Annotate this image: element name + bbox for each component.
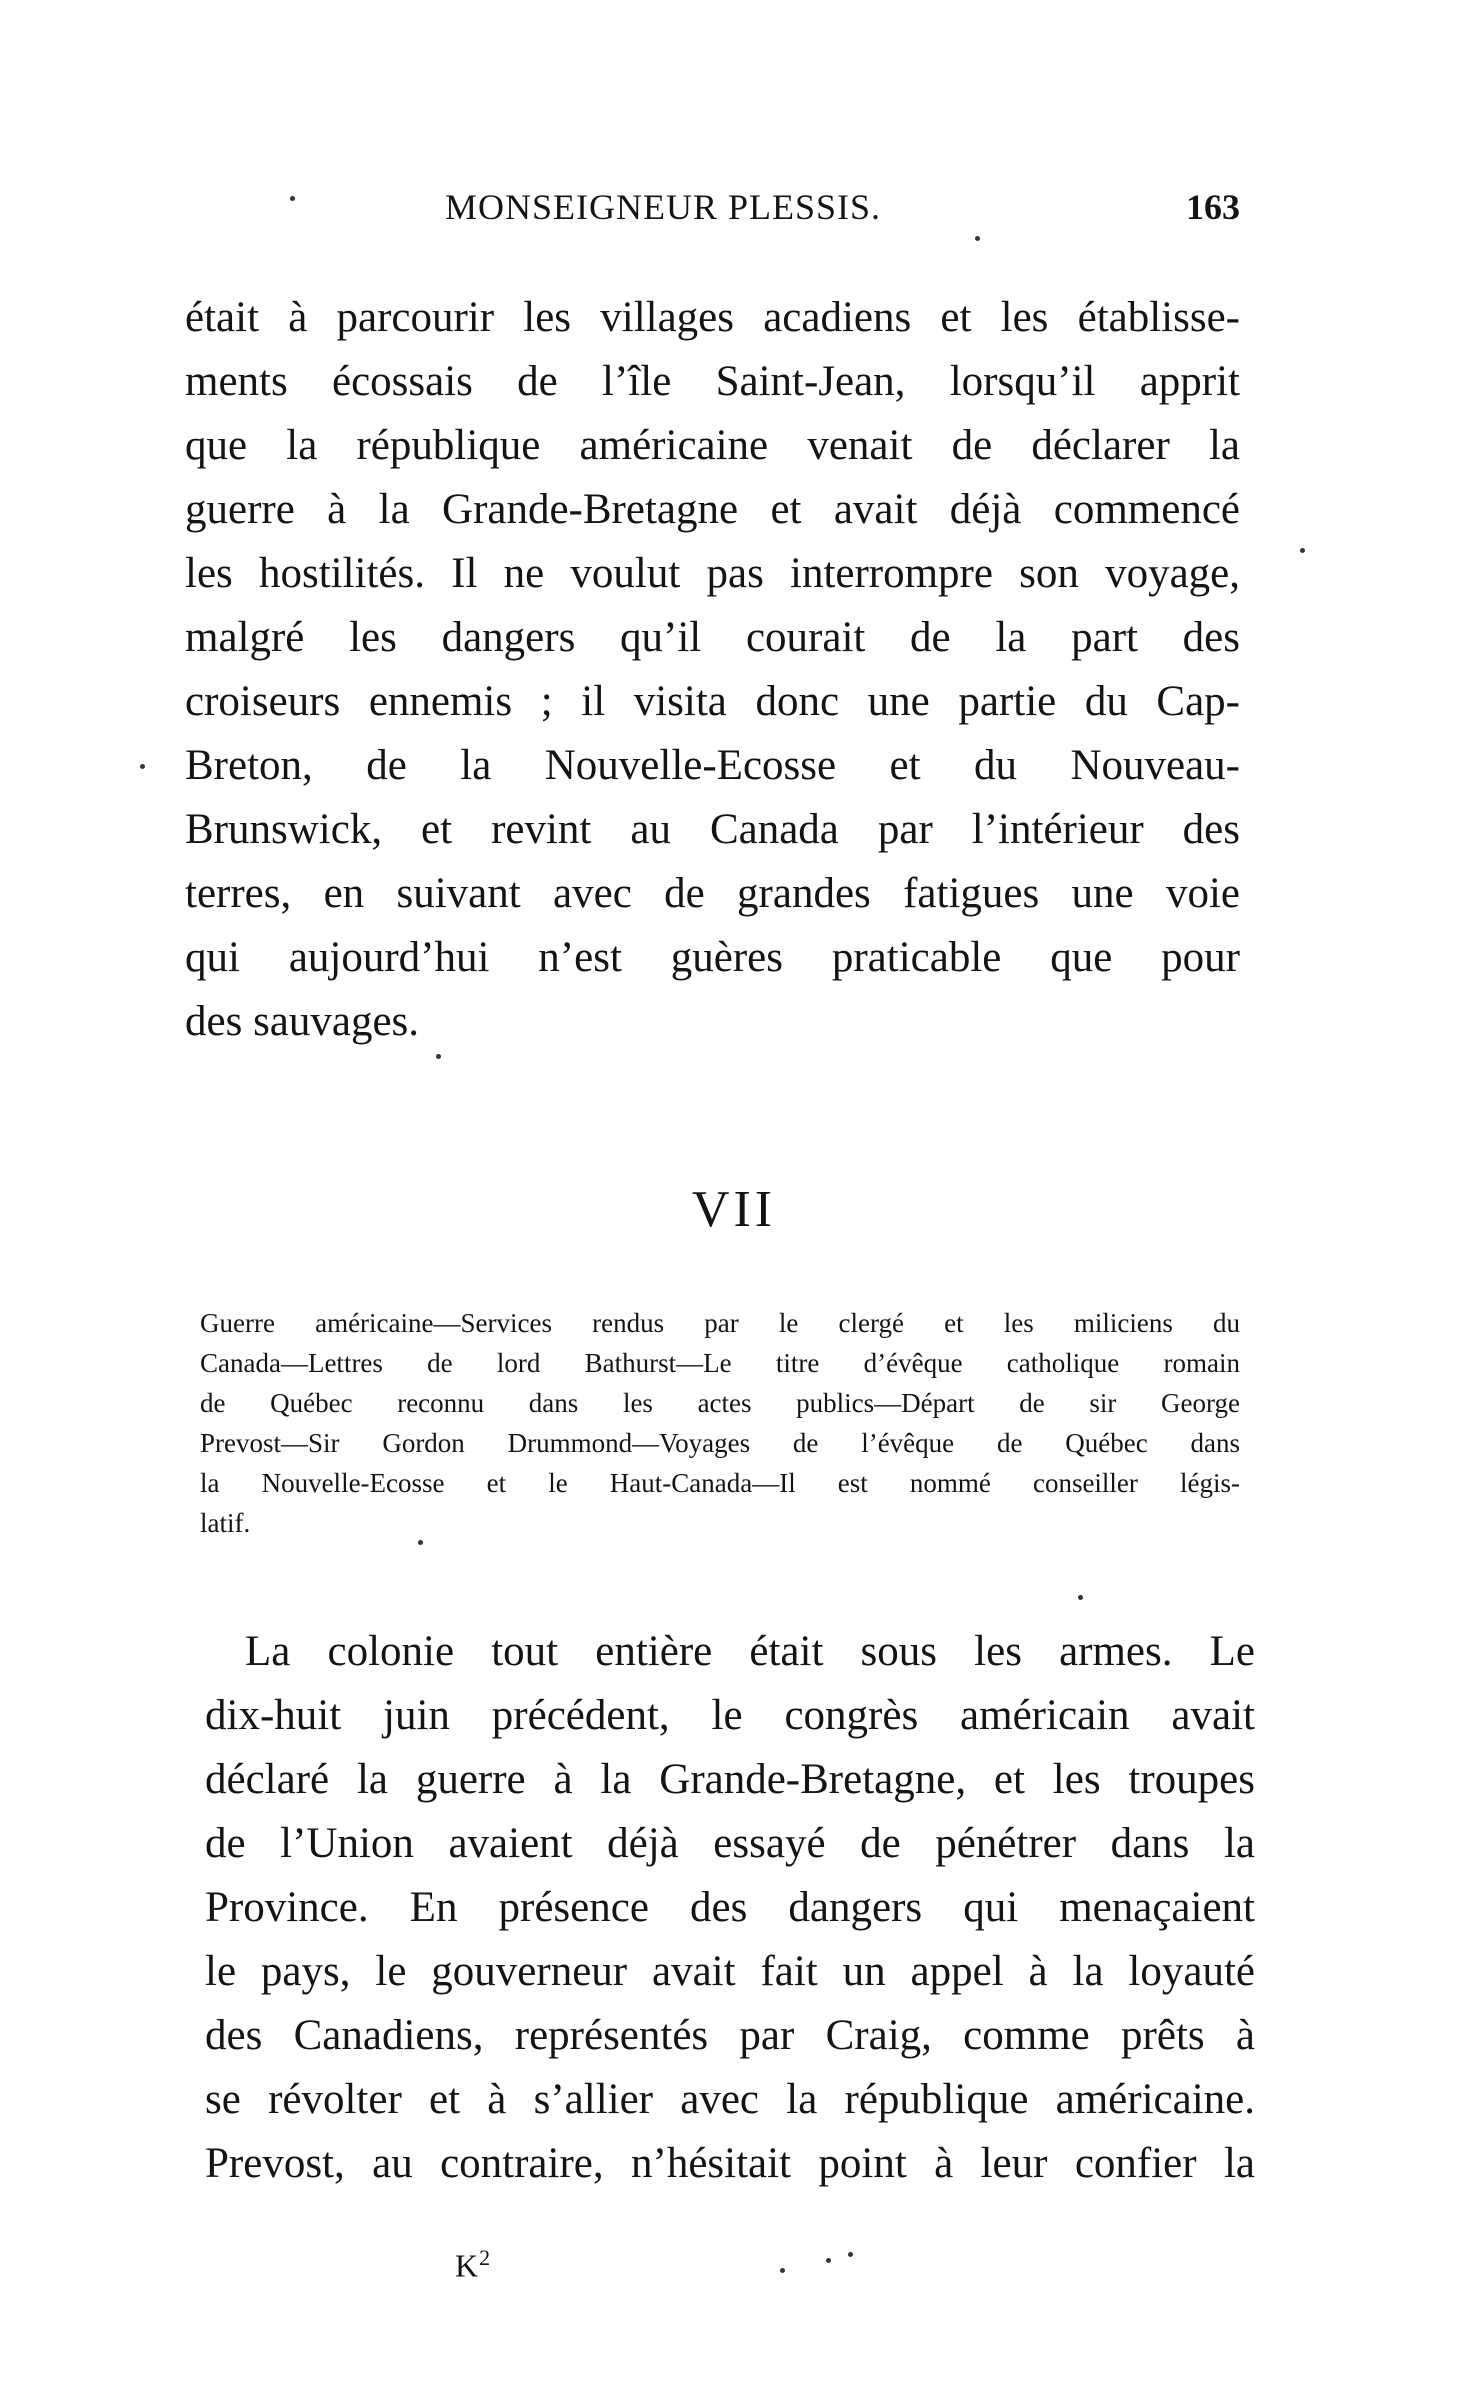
- running-title: MONSEIGNEUR PLESSIS.: [445, 187, 882, 227]
- summary-line: Guerre américaine—Services rendus par le clergé et les miliciens du: [200, 1308, 1240, 1338]
- text-line: le pays, le gouverneur avait fait un appel à la loyauté: [205, 1948, 1255, 1995]
- text-line: des Canadiens, représentés par Craig, comme prêts à: [205, 2012, 1255, 2059]
- text-line: Province. En présence des dangers qui menaçaient: [205, 1884, 1255, 1931]
- scan-speck: [418, 1540, 423, 1545]
- chapter-number: VII: [691, 1181, 777, 1238]
- text-line: que la république américaine venait de déclarer la: [185, 422, 1240, 469]
- text-line: Prevost, au contraire, n’hésitait point à leur confier la: [205, 2140, 1255, 2187]
- text-line: terres, en suivant avec de grandes fatigues une voie: [185, 870, 1240, 917]
- scan-speck: [975, 236, 980, 241]
- scan-speck: [436, 1054, 441, 1059]
- signature-mark: [455, 2245, 491, 2285]
- scan-speck: [826, 2258, 831, 2263]
- text-line: de l’Union avaient déjà essayé de pénétrer dans la: [205, 1820, 1255, 1867]
- text-line: qui aujourd’hui n’est guères praticable que pour: [185, 934, 1240, 981]
- text-line: se révolter et à s’allier avec la république américaine.: [205, 2076, 1255, 2123]
- summary-line: la Nouvelle-Ecosse et le Haut-Canada—Il est nommé conseiller légis-: [200, 1468, 1240, 1498]
- signature-number: 2: [479, 2245, 492, 2270]
- scan-speck: [1300, 548, 1305, 553]
- text-line: malgré les dangers qu’il courait de la part des: [185, 614, 1240, 661]
- summary-line: latif.: [200, 1508, 251, 1538]
- text-line: Breton, de la Nouvelle-Ecosse et du Nouveau-: [185, 742, 1240, 789]
- running-head: [185, 186, 1240, 236]
- scan-speck: [848, 2252, 853, 2257]
- summary-line: Canada—Lettres de lord Bathurst—Le titre d’évêque catholique romain: [200, 1348, 1240, 1378]
- text-line: La colonie tout entière était sous les armes. Le: [245, 1628, 1255, 1675]
- summary-line: de Québec reconnu dans les actes publics—Départ de sir George: [200, 1388, 1240, 1418]
- signature-letter: K: [455, 2247, 480, 2284]
- text-line: ments écossais de l’île Saint-Jean, lorsqu’il apprit: [185, 358, 1240, 405]
- text-line: croiseurs ennemis ; il visita donc une partie du Cap-: [185, 678, 1240, 725]
- summary-line: Prevost—Sir Gordon Drummond—Voyages de l’évêque de Québec dans: [200, 1428, 1240, 1458]
- text-line: déclaré la guerre à la Grande-Bretagne, et les troupes: [205, 1756, 1255, 1803]
- text-line: des sauvages.: [185, 998, 420, 1045]
- scan-speck: [1078, 1595, 1083, 1600]
- page-number: 163: [1186, 187, 1240, 227]
- text-line: dix-huit juin précédent, le congrès américain avait: [205, 1692, 1255, 1739]
- text-line: les hostilités. Il ne voulut pas interrompre son voyage,: [185, 550, 1240, 597]
- scan-speck: [140, 764, 145, 769]
- text-line: était à parcourir les villages acadiens et les établisse-: [185, 294, 1240, 341]
- scan-speck: [290, 196, 295, 201]
- text-line: guerre à la Grande-Bretagne et avait déjà commencé: [185, 486, 1240, 533]
- scan-speck: [780, 2268, 785, 2273]
- text-line: Brunswick, et revint au Canada par l’intérieur des: [185, 806, 1240, 853]
